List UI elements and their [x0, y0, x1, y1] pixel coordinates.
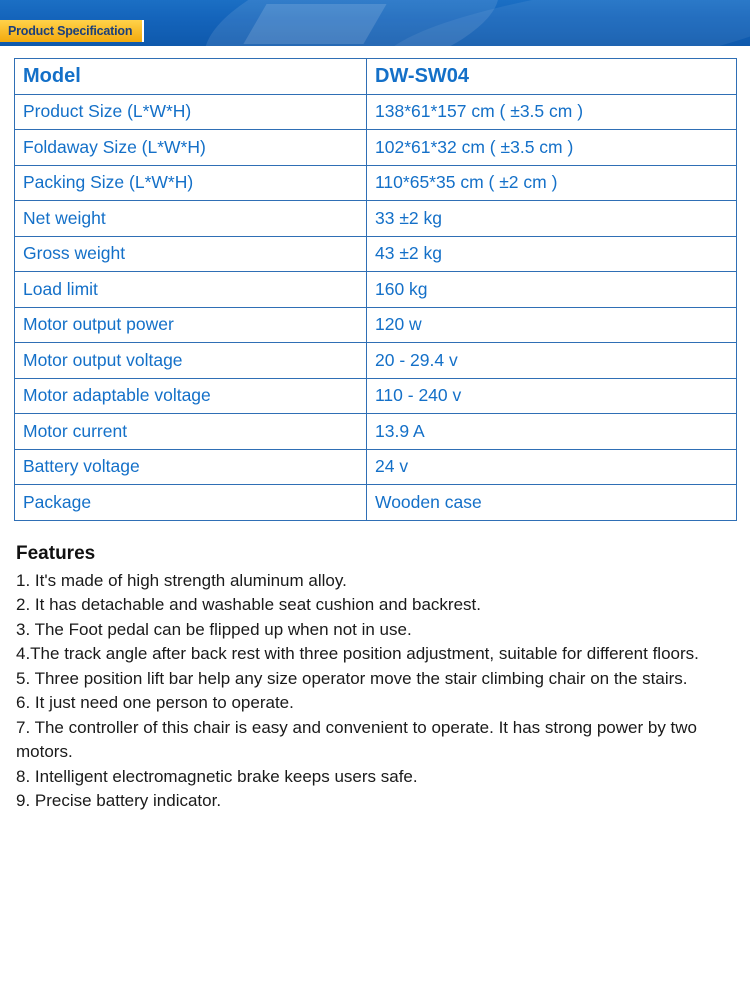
feature-item: 3. The Foot pedal can be flipped up when not in use. — [16, 619, 412, 639]
spec-value: 120 w — [367, 307, 737, 343]
table-row — [15, 165, 737, 201]
spec-value: 160 kg — [367, 272, 737, 308]
spec-label: Packing Size (L*W*H) — [15, 165, 367, 201]
spec-value: 110*65*35 cm ( ±2 cm ) — [367, 165, 737, 201]
spec-label-model: Model — [15, 59, 367, 95]
table-row — [15, 307, 737, 343]
banner-swoosh-decor-3 — [243, 4, 386, 44]
spec-value: 24 v — [367, 449, 737, 485]
feature-item: 1. It's made of high strength aluminum alloy. — [16, 570, 347, 590]
spec-label: Motor current — [15, 414, 367, 450]
spec-table-container — [0, 46, 750, 521]
section-title-text: Product Specification — [8, 24, 133, 38]
feature-item: 5. Three position lift bar help any size operator move the stair climbing chair on the stairs. — [16, 668, 688, 688]
spec-value: 33 ±2 kg — [367, 201, 737, 237]
feature-item: 7. The controller of this chair is easy and convenient to operate. It has strong power by two motors. — [16, 717, 698, 761]
table-row-header — [15, 59, 737, 95]
table-row — [15, 485, 737, 521]
spec-value-model: DW-SW04 — [367, 59, 737, 95]
feature-item: 9. Precise battery indicator. — [16, 791, 222, 810]
table-row — [15, 272, 737, 308]
spec-label: Net weight — [15, 201, 367, 237]
spec-value: 20 - 29.4 v — [367, 343, 737, 379]
spec-label: Load limit — [15, 272, 367, 308]
spec-label: Motor output voltage — [15, 343, 367, 379]
table-row — [15, 236, 737, 272]
section-title-tab — [0, 20, 144, 42]
table-row — [15, 201, 737, 237]
feature-item: 6. It just need one person to operate. — [16, 693, 294, 712]
table-row — [15, 449, 737, 485]
spec-value: 13.9 A — [367, 414, 737, 450]
table-row — [15, 94, 737, 130]
header-banner — [0, 0, 750, 46]
spec-label: Battery voltage — [15, 449, 367, 485]
specification-table — [14, 58, 737, 521]
spec-label: Foldaway Size (L*W*H) — [15, 130, 367, 166]
features-section — [0, 521, 750, 814]
feature-item: 2. It has detachable and washable seat cushion and backrest. — [16, 595, 481, 614]
feature-item: 8. Intelligent electromagnetic brake keeps users safe. — [16, 766, 418, 786]
table-row — [15, 378, 737, 414]
spec-value: 43 ±2 kg — [367, 236, 737, 272]
table-row — [15, 414, 737, 450]
table-row — [15, 343, 737, 379]
spec-label: Motor output power — [15, 307, 367, 343]
spec-label: Package — [15, 485, 367, 521]
spec-value: 138*61*157 cm ( ±3.5 cm ) — [367, 94, 737, 130]
spec-value: 102*61*32 cm ( ±3.5 cm ) — [367, 130, 737, 166]
spec-value: Wooden case — [367, 485, 737, 521]
spec-value: 110 - 240 v — [367, 378, 737, 414]
table-row — [15, 130, 737, 166]
feature-item: 4.The track angle after back rest with three position adjustment, suitable for different floors. — [16, 644, 699, 663]
spec-label: Product Size (L*W*H) — [15, 94, 367, 130]
features-title: Features — [16, 542, 96, 564]
spec-label: Gross weight — [15, 236, 367, 272]
specification-table-body — [15, 59, 737, 521]
spec-label: Motor adaptable voltage — [15, 378, 367, 414]
